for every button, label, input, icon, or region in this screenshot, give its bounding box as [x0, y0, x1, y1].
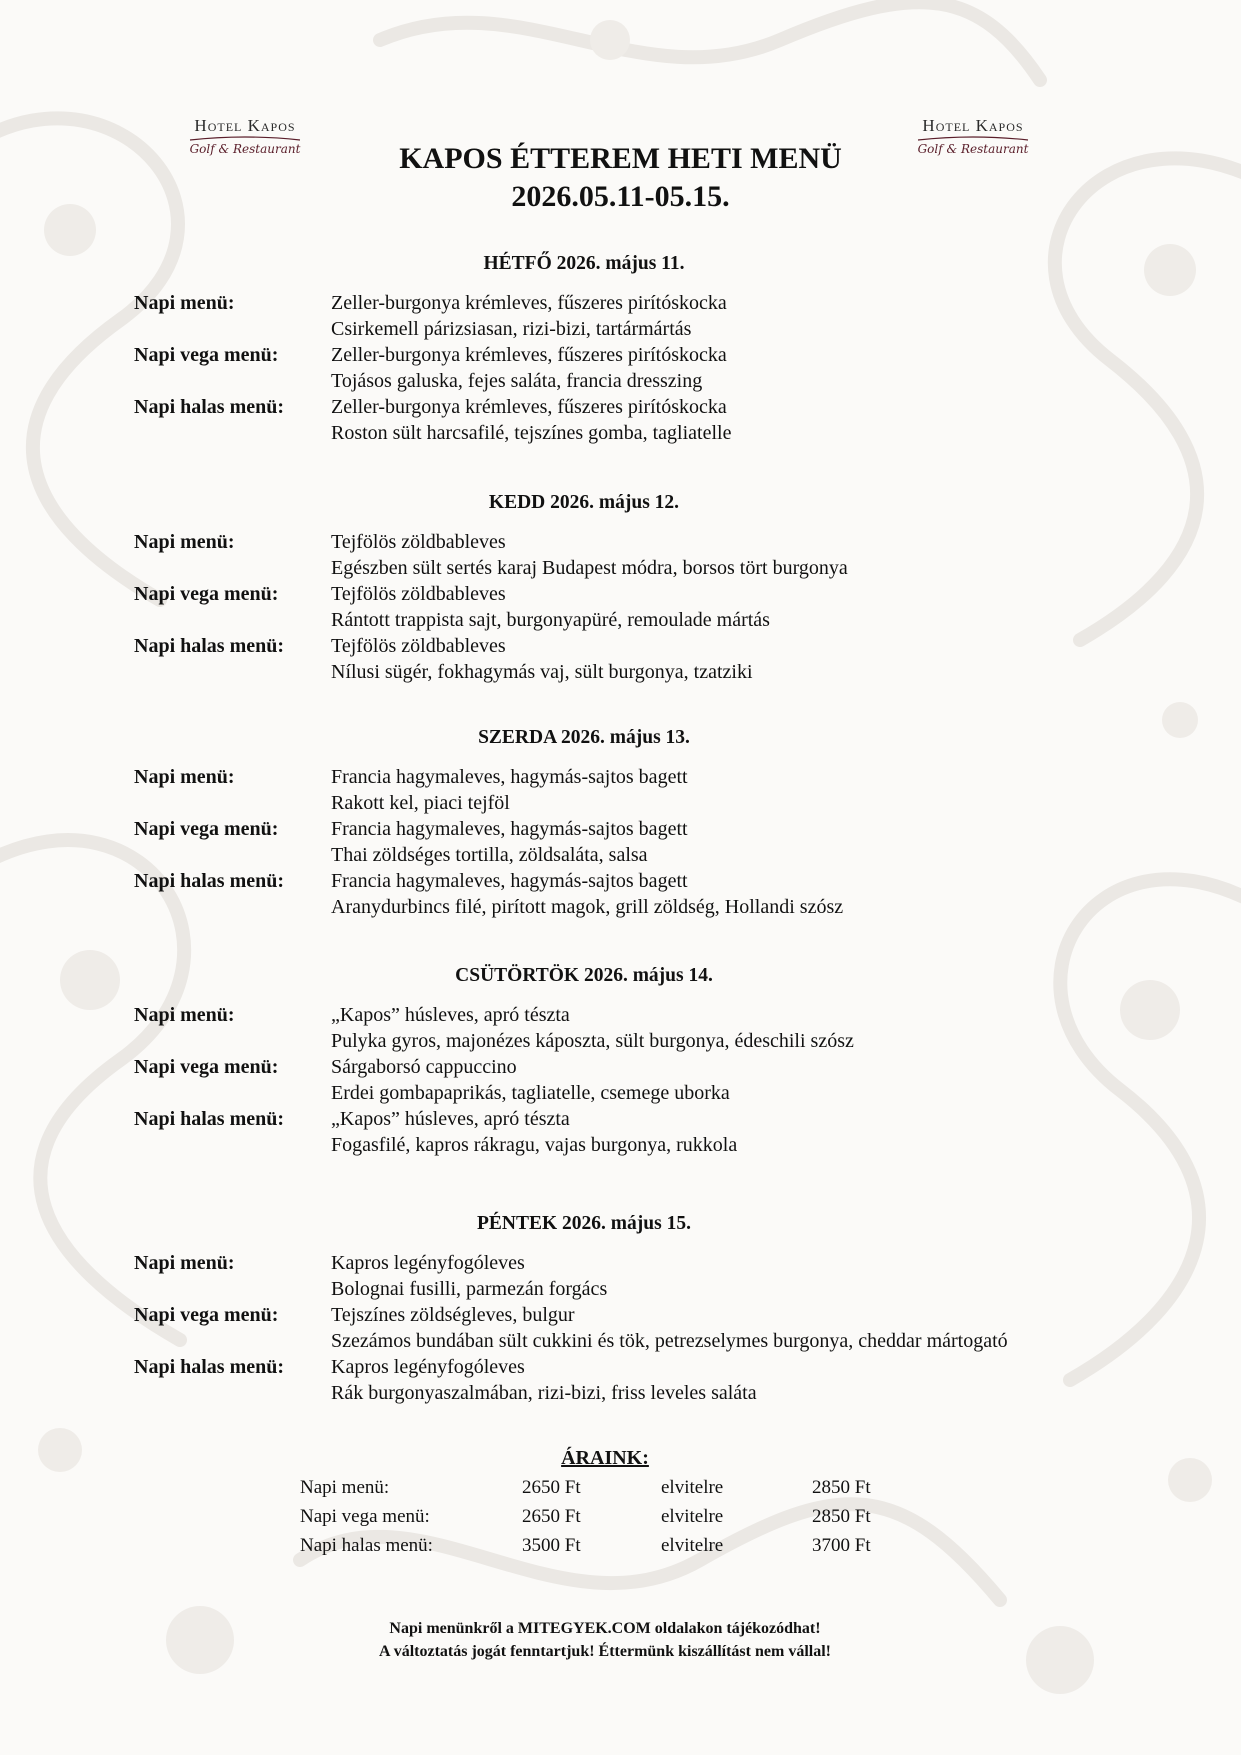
menu-dish: Francia hagymaleves, hagymás-sajtos bagett — [331, 818, 688, 840]
menu-type-label: Napi vega menü: — [134, 1056, 279, 1078]
day-heading: CSÜTÖRTÖK 2026. május 14. — [455, 965, 713, 986]
footer-info: Napi menünkről a MITEGYEK.COM oldalakon tájékozódhat! — [389, 1620, 821, 1637]
menu-dish: Erdei gombapaprikás, tagliatelle, csemege uborka — [331, 1082, 730, 1104]
logo-brand-text: Hotel Kapos — [922, 116, 1024, 135]
price-value: 2650 Ft — [522, 1477, 581, 1498]
menu-type-label: Napi menü: — [134, 766, 235, 788]
takeaway-label: elvitelre — [661, 1535, 724, 1556]
menu-dish: Aranydurbincs filé, pirított magok, grill zöldség, Hollandi szósz — [331, 896, 844, 918]
menu-dish: Nílusi sügér, fokhagymás vaj, sült burgonya, tzatziki — [331, 661, 753, 683]
price-value: 2650 Ft — [522, 1506, 581, 1527]
menu-type-label: Napi menü: — [134, 292, 235, 314]
logo-sub-text: Golf & Restaurant — [189, 142, 301, 156]
menu-type-label: Napi menü: — [134, 1004, 235, 1026]
takeaway-label: elvitelre — [661, 1506, 724, 1527]
menu-dish: Szezámos bundában sült cukkini és tök, petrezselymes burgonya, cheddar mártogató — [331, 1330, 1008, 1352]
menu-dish: Zeller-burgonya krémleves, fűszeres pirítóskocka — [331, 344, 727, 366]
menu-dish: Zeller-burgonya krémleves, fűszeres pirítóskocka — [331, 292, 727, 314]
menu-type-label: Napi vega menü: — [134, 344, 279, 366]
footer-notice: A változtatás jogát fenntartjuk! Éttermünk kiszállítást nem vállal! — [379, 1643, 831, 1660]
day-heading: KEDD 2026. május 12. — [488, 492, 680, 513]
menu-dish: Tojásos galuska, fejes saláta, francia dresszing — [331, 370, 703, 392]
day-heading: SZERDA 2026. május 13. — [478, 727, 690, 748]
menu-dish: Thai zöldséges tortilla, zöldsaláta, salsa — [331, 844, 648, 866]
menu-type-label: Napi halas menü: — [134, 635, 285, 657]
menu-type-label: Napi vega menü: — [134, 818, 279, 840]
menu-type-label: Napi halas menü: — [134, 870, 285, 892]
menu-dish: Pulyka gyros, majonézes káposzta, sült burgonya, édeschili szósz — [331, 1030, 854, 1052]
menu-dish: Francia hagymaleves, hagymás-sajtos bagett — [331, 766, 688, 788]
menu-type-label: Napi halas menü: — [134, 1356, 285, 1378]
price-menu-name: Napi menü: — [300, 1477, 390, 1498]
takeaway-price: 3700 Ft — [812, 1535, 871, 1556]
menu-dish: Kapros legényfogóleves — [331, 1252, 525, 1274]
menu-type-label: Napi vega menü: — [134, 583, 279, 605]
menu-dish: Zeller-burgonya krémleves, fűszeres pirítóskocka — [331, 396, 727, 418]
takeaway-label: elvitelre — [661, 1477, 724, 1498]
menu-dish: Tejszínes zöldségleves, bulgur — [331, 1304, 575, 1326]
menu-dish: Roston sült harcsafilé, tejszínes gomba, tagliatelle — [331, 422, 732, 444]
menu-dish: Sárgaborsó cappuccino — [331, 1056, 517, 1078]
menu-type-label: Napi menü: — [134, 1252, 235, 1274]
logo-sub-text: Golf & Restaurant — [917, 142, 1029, 156]
menu-dish: Fogasfilé, kapros rákragu, vajas burgonya, rukkola — [331, 1134, 738, 1156]
menu-dish: Tejfölös zöldbableves — [331, 531, 506, 553]
menu-dish: Rák burgonyaszalmában, rizi-bizi, friss leveles saláta — [331, 1382, 757, 1404]
takeaway-price: 2850 Ft — [812, 1506, 871, 1527]
price-menu-name: Napi vega menü: — [300, 1506, 430, 1527]
menu-type-label: Napi vega menü: — [134, 1304, 279, 1326]
page-title: KAPOS ÉTTEREM HETI MENÜ — [399, 142, 842, 175]
menu-dish: Egészben sült sertés karaj Budapest módra, borsos tört burgonya — [331, 557, 848, 579]
day-heading: HÉTFŐ 2026. május 11. — [483, 253, 685, 274]
menu-dish: Csirkemell párizsiasan, rizi-bizi, tartármártás — [331, 318, 692, 340]
menu-type-label: Napi menü: — [134, 531, 235, 553]
menu-dish: „Kapos” húsleves, apró tészta — [331, 1108, 570, 1130]
prices-heading: ÁRAINK: — [561, 1447, 649, 1469]
menu-dish: Rántott trappista sajt, burgonyapüré, remoulade mártás — [331, 609, 770, 631]
menu-dish: Rakott kel, piaci tejföl — [331, 792, 510, 814]
menu-type-label: Napi halas menü: — [134, 1108, 285, 1130]
menu-dish: Tejfölös zöldbableves — [331, 583, 506, 605]
menu-type-label: Napi halas menü: — [134, 396, 285, 418]
menu-dish: Tejfölös zöldbableves — [331, 635, 506, 657]
price-value: 3500 Ft — [522, 1535, 581, 1556]
menu-dish: Francia hagymaleves, hagymás-sajtos bagett — [331, 870, 688, 892]
menu-dish: „Kapos” húsleves, apró tészta — [331, 1004, 570, 1026]
price-menu-name: Napi halas menü: — [300, 1535, 433, 1556]
logo-brand-text: Hotel Kapos — [194, 116, 296, 135]
page-date-range: 2026.05.11-05.15. — [511, 180, 730, 213]
menu-dish: Bolognai fusilli, parmezán forgács — [331, 1278, 608, 1300]
takeaway-price: 2850 Ft — [812, 1477, 871, 1498]
menu-dish: Kapros legényfogóleves — [331, 1356, 525, 1378]
day-heading: PÉNTEK 2026. május 15. — [477, 1213, 691, 1234]
